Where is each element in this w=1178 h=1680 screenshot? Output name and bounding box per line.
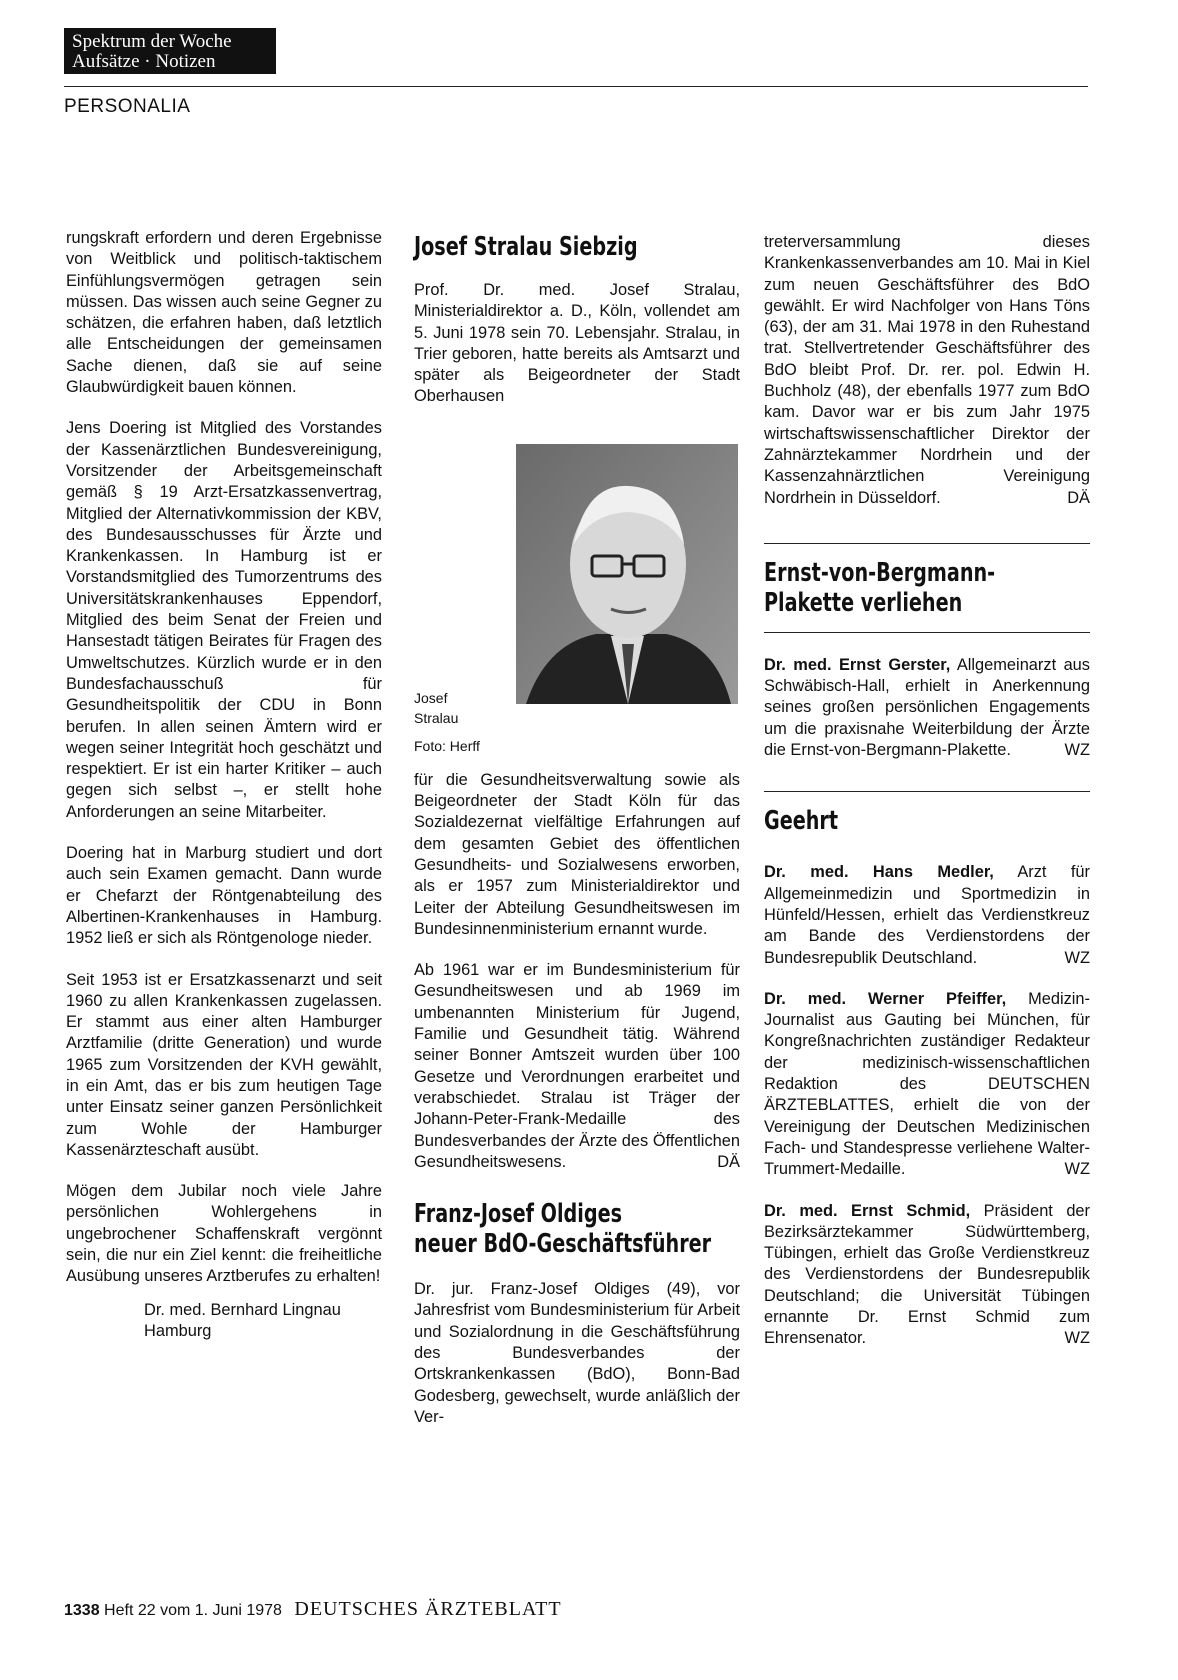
paragraph xyxy=(764,655,1090,761)
heading-line: Franz-Josef Oldiges xyxy=(414,1199,623,1230)
rubric-line-2: Aufsätze · Notizen xyxy=(72,51,216,72)
column-2 xyxy=(414,232,740,1448)
paragraph-text: Allgemeinarzt aus Schwäbisch-Hall, erhielt in Anerkennung seines großen persönlichen Engagements um die praxisnahe Weiterbildung der Ärzte die Ernst-von-Bergmann-Plakette. xyxy=(764,655,1090,760)
paragraph: Prof. Dr. med. Josef Stralau, Ministerialdirektor a. D., Köln, vollendet am 5. Juni 1978 sein 70. Lebensjahr. Stralau, in Trier geboren, hatte bereits als Amtsarzt und später als Beigeordneter der Stadt Oberhausen xyxy=(414,281,740,406)
caption-line: Stralau xyxy=(414,709,459,726)
photo-caption xyxy=(414,688,480,756)
paragraph: für die Gesundheitsverwaltung sowie als Beigeordneter der Stadt Köln für das Sozialdezernat vielfältige Erfahrungen auf dem gesamten Gebiet des öffentlichen Gesundheits- und Sozialwesens erworben, als er 1957 zum Ministerialdirektor und Leiter der Abteilung Gesundheitswesen im Bundesinnenministerium ernannt wurde. xyxy=(414,770,740,938)
author-tag: WZ xyxy=(1064,1160,1090,1179)
heading-line: Plakette verliehen xyxy=(764,587,963,618)
paragraph-text: treterversammlung dieses Krankenkassenverbandes am 10. Mai in Kiel zum neuen Geschäftsführer des BdO gewählt. Er wird Nachfolger von Hans Töns (63), der am 31. Mai 1978 in den Ruhestand trat. Stellvertretender Geschäftsführer des BdO bleibt Prof. Dr. rer. pol. Edwin H. Buchholz (48), der ebenfalls 1977 zum BdO kam. Davor war er bis zum Jahr 1975 wirtschaftswissenschaftlicher Direktor der Zahnärztekammer Nordrhein und der Kassenzahnärztlichen Vereinigung Nordrhein in Düsseldorf. xyxy=(764,233,1090,507)
author-tag: DÄ xyxy=(1067,488,1090,507)
paragraph: Seit 1953 ist er Ersatzkassenarzt und seit 1960 zu allen Krankenkassen zugelassen. Er stammt aus einer alten Hamburger Arztfamilie (dritte Generation) und wurde 1965 zum Vorsitzenden der KVH gewählt, in ein Amt, das er bis zum heutigen Tage unter Einsatz seiner ganzen Persönlichkeit zum Wohle der Hamburger Kassenärzteschaft ausübt. xyxy=(66,970,382,1159)
signature xyxy=(66,1300,382,1343)
paragraph: Dr. jur. Franz-Josef Oldiges (49), vor Jahresfrist vom Bundesministerium für Arbeit und Sozialordnung in die Geschäftsführung des Bundesverbandes der Ortskrankenkassen (BdO), Bonn-Bad Godesberg, gewechselt, wurde anläßlich der Ver- xyxy=(414,1280,740,1426)
paragraph xyxy=(764,232,1090,509)
paragraph-text: Präsident der Bezirksärztekammer Südwürttemberg, Tübingen, erhielt das Große Verdienstkreuz des Verdienstordens der Bundesrepublik Deutschland; die Universität Tübingen ernannte Dr. Ernst Schmid zum Ehrensenator. xyxy=(764,1201,1091,1348)
page-footer xyxy=(64,1598,562,1621)
paragraph-text: Medizin-Journalist aus Gauting bei München, für Kongreßnachrichten zuständiger Redakteur der medizinisch-wissenschaftlichen Redaktion des DEUTSCHEN ÄRZTEBLATTES, erhielt die von der Vereinigung der Deutschen Medizinischen Fach- und Standespresse verliehene Walter-Trummert-Medaille. xyxy=(764,989,1091,1179)
author-tag: DÄ xyxy=(717,1152,740,1171)
person-name: Dr. med. Werner Pfeiffer, xyxy=(764,989,1007,1008)
rubric-box xyxy=(64,28,276,74)
paragraph: Doering hat in Marburg studiert und dort auch sein Examen gemacht. Dann wurde er Chefarzt der Röntgenabteilung des Albertinen-Krankenhauses in Hamburg. 1952 ließ er sich als Röntgenologe nieder. xyxy=(66,844,382,948)
photo-block xyxy=(414,418,740,756)
heading-line: neuer BdO-Geschäftsführer xyxy=(414,1229,712,1260)
signature-city: Hamburg xyxy=(144,1321,212,1340)
paragraph-text: Ab 1961 war er im Bundesministerium für Gesundheitswesen und ab 1969 im umbenannten Ministerium für Jugend, Familie und Gesundheit tätig. Während seiner Bonner Amtszeit wurden über 100 Gesetze und Verordnungen erarbeitet und verabschiedet. Stralau ist Träger der Johann-Peter-Frank-Medaille des Bundesverbandes der Ärzte des Öffentlichen Gesundheitswesens. xyxy=(414,961,740,1171)
paragraph-text: Arzt für Allgemeinmedizin und Sportmedizin in Hünfeld/Hessen, erhielt das Verdienstkreuz am Bande des Verdienstordens der Bundesrepublik Deutschland. xyxy=(764,863,1090,967)
column-1 xyxy=(66,228,382,1342)
column-3 xyxy=(764,232,1090,1370)
signature-name: Dr. med. Bernhard Lingnau xyxy=(144,1300,341,1319)
article-heading: Geehrt xyxy=(764,806,839,837)
article-heading xyxy=(414,1199,712,1260)
author-tag: WZ xyxy=(1064,948,1090,967)
section-rule xyxy=(764,632,1090,633)
page-number: 1338 xyxy=(64,1602,100,1619)
person-name: Dr. med. Hans Medler, xyxy=(764,863,994,882)
paragraph: Jens Doering ist Mitglied des Vorstandes der Kassenärztlichen Bundesvereinigung, Vorsitzender der Arbeitsgemeinschaft gemäß § 19 Arzt-Ersatzkassenvertrag, Mitglied der Alternativkommission der KBV, des Bundesausschusses für Ärzte und Krankenkassen. In Hamburg ist er Vorstandsmitglied des Tumorzentrums des Universitätskrankenhauses Eppendorf, Mitglied des beim Senat der Freien und Hansestadt tätigen Beirates für Fragen des Umweltschutzes. Kürzlich wurde er in den Bundesfachausschuß für Gesundheitspolitik der CDU in Bonn berufen. In allen seinen Ämtern wird er wegen seiner Integrität hoch geschätzt und respektiert. Er ist ein harter Kritiker – auch gegen sich selbst –, er stellt hohe Anforderungen an seine Mitarbeiter. xyxy=(66,419,382,821)
rubric-line-1: Spektrum der Woche xyxy=(72,31,232,52)
publication-name: DEUTSCHES ÄRZTEBLATT xyxy=(294,1598,562,1620)
portrait-photo xyxy=(516,444,738,704)
paragraph xyxy=(414,960,740,1173)
caption-line: Josef xyxy=(414,689,448,706)
article-heading xyxy=(764,558,1031,618)
paragraph: rungskraft erfordern und deren Ergebnisse von Weitblick und politisch-taktischem Einfühlungsvermögen getragen sein müssen. Das wissen auch seine Gegner zu schätzen, die erfahren haben, daß letztlich alle Entscheidungen der gemeinsamen Sache dienen, daß sie auf seine Glaubwürdigkeit bauen können. xyxy=(66,229,382,397)
article-heading: Josef Stralau Siebzig xyxy=(414,232,638,262)
section-rule xyxy=(764,543,1090,544)
issue-info: Heft 22 vom 1. Juni 1978 xyxy=(104,1602,282,1619)
author-tag: WZ xyxy=(1064,741,1090,760)
header-rule xyxy=(64,86,1088,87)
section-label: PERSONALIA xyxy=(64,96,191,117)
person-name: Dr. med. Ernst Schmid, xyxy=(764,1201,971,1220)
section-rule xyxy=(764,791,1090,792)
photo-credit: Foto: Herff xyxy=(414,737,480,754)
person-name: Dr. med. Ernst Gerster, xyxy=(764,655,951,674)
paragraph xyxy=(764,1201,1090,1350)
paragraph xyxy=(764,989,1090,1181)
paragraph xyxy=(764,862,1090,968)
author-tag: WZ xyxy=(1064,1329,1090,1348)
paragraph: Mögen dem Jubilar noch viele Jahre persönlichen Wohlergehens in ungebrochener Schaffenskraft vergönnt sein, die nur ein Ziel kennt: die freiheitliche Ausübung unseres Arztberufes zu erhalten! xyxy=(66,1182,382,1286)
heading-line: Ernst-von-Bergmann- xyxy=(764,557,996,588)
